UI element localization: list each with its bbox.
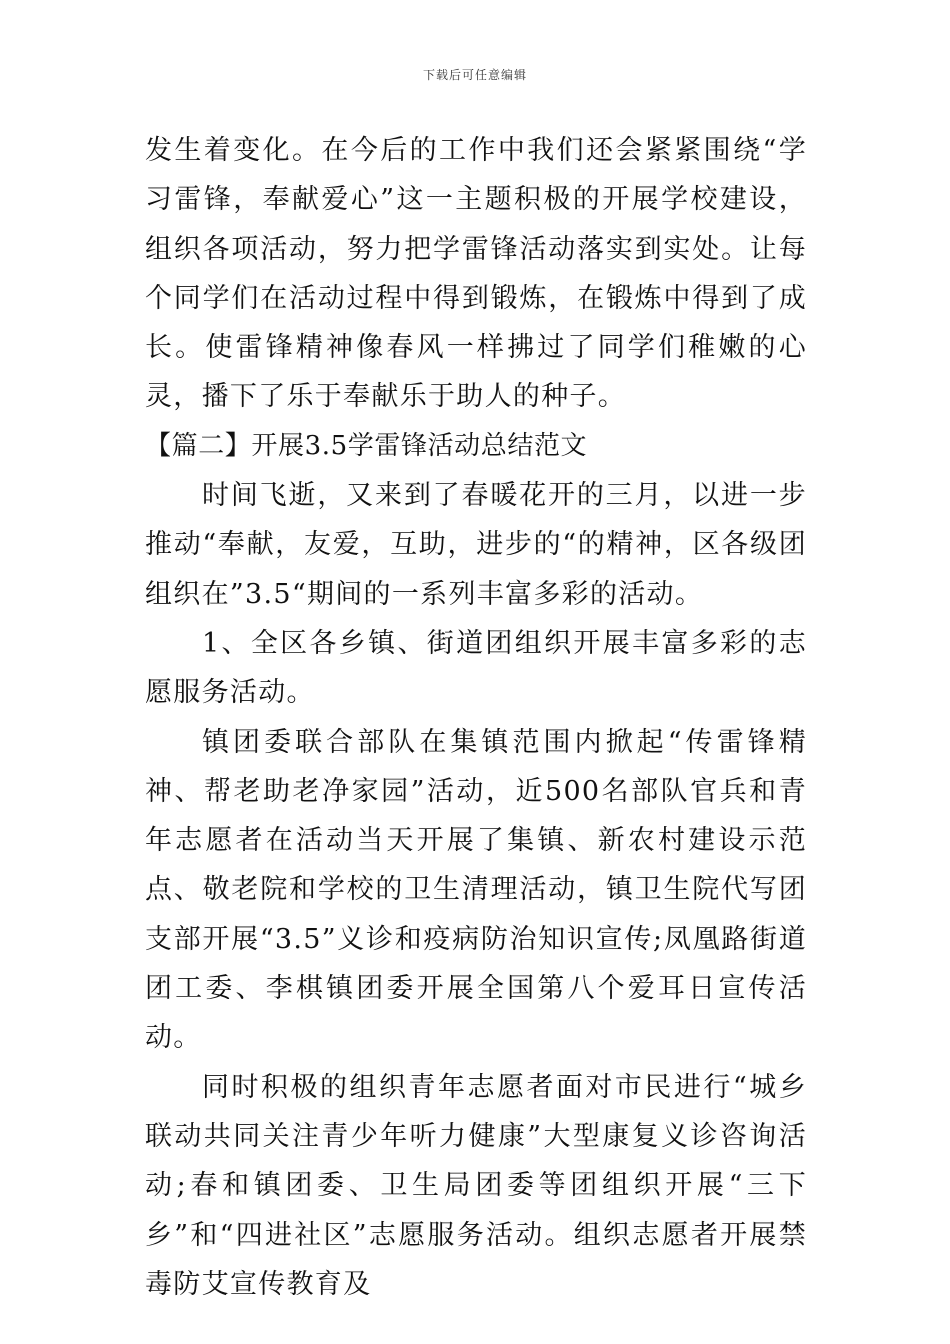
section-heading: 【篇二】开展3.5学雷锋活动总结范文: [145, 430, 588, 461]
document-body: [145, 126, 807, 1309]
paragraph-intro: 时间飞逝，又来到了春暖花开的三月，以进一步推动“奉献，友爱，互助，进步的“的精神，区各级团组织在”3.5“期间的一系列丰富多彩的活动。: [145, 480, 807, 610]
paragraph-town-activities: 镇团委联合部队在集镇范围内掀起“传雷锋精神、帮老助老净家园”活动，近500名部队官兵和青年志愿者在活动当天开展了集镇、新农村建设示范点、敬老院和学校的卫生清理活动，镇卫生院代写团支部开展“3.5”义诊和疫病防治知识宣传;凤凰路街道团工委、李棋镇团委开展全国第八个爱耳日宣传活动。: [145, 726, 807, 1054]
paragraph-continuation: 发生着变化。在今后的工作中我们还会紧紧围绕“学习雷锋，奉献爱心”这一主题积极的开展学校建设，组织各项活动，努力把学雷锋活动落实到实处。让每个同学们在活动过程中得到锻炼，在锻炼中得到了成长。使雷锋精神像春风一样拂过了同学们稚嫩的心灵，播下了乐于奉献乐于助人的种子。: [145, 135, 807, 413]
paragraph-item-1: 1、全区各乡镇、街道团组织开展丰富多彩的志愿服务活动。: [145, 627, 807, 709]
page-header-note: 下载后可任意编辑: [422, 68, 527, 82]
paragraph-volunteer-activities: 同时积极的组织青年志愿者面对市民进行“城乡联动共同关注青少年听力健康”大型康复义诊咨询活动;春和镇团委、卫生局团委等团组织开展“三下乡”和“四进社区”志愿服务活动。组织志愿者开展禁毒防艾宣传教育及: [145, 1071, 807, 1300]
